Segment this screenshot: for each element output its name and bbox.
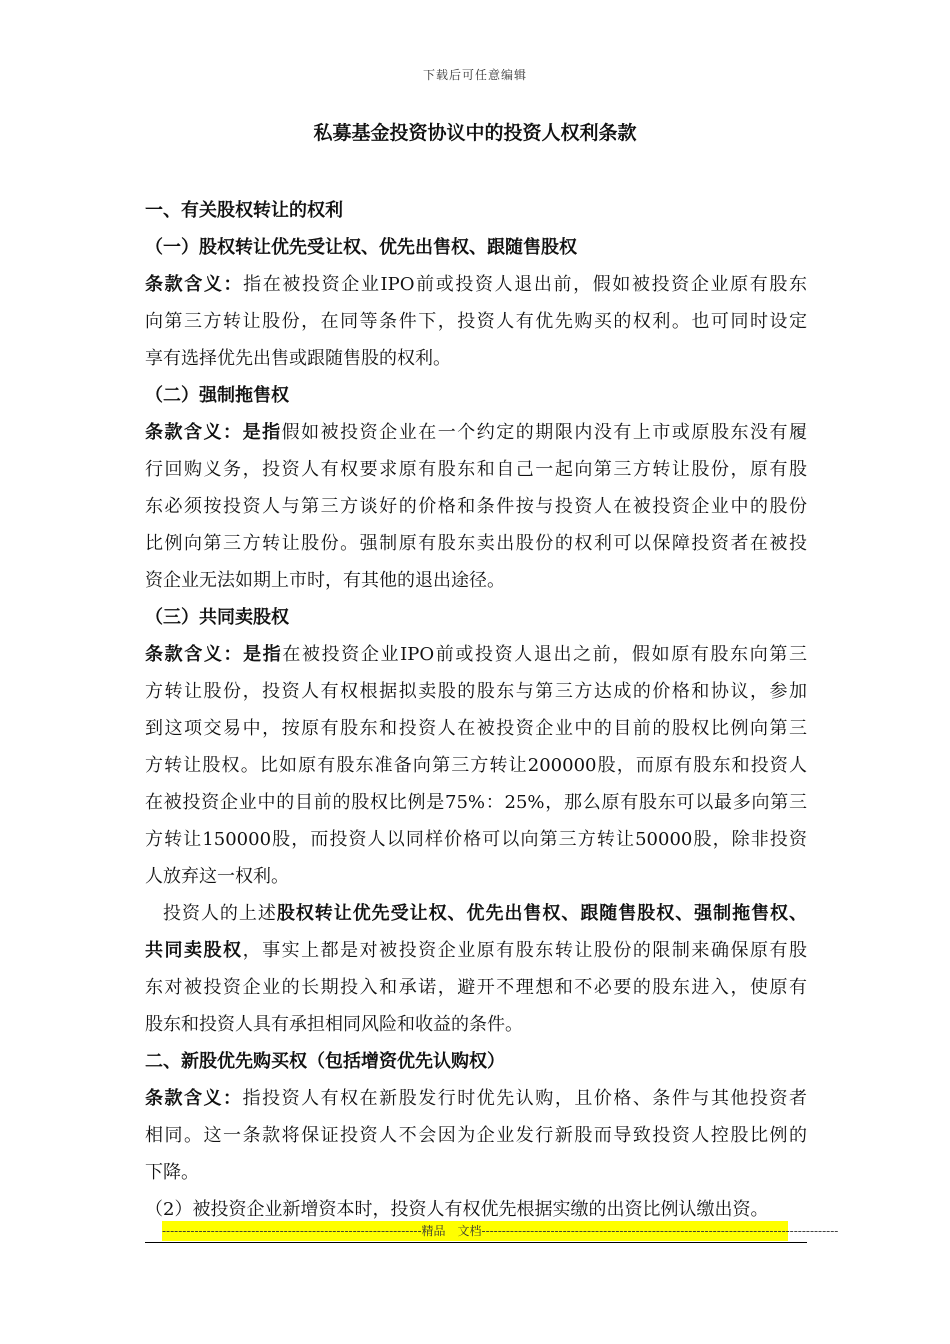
paragraph-line: 行回购义务，投资人有权要求原有股东和自己一起向第三方转让股份，原有股 — [145, 459, 807, 480]
footer-banner: ----------------------------------------------------------------精品 文档---------------------------------------------------------------------------------------- — [162, 1221, 788, 1241]
paragraph-line: 相同。这一条款将保证投资人不会因为企业发行新股而导致投资人控股比例的 — [145, 1125, 807, 1146]
paragraph-line: 下降。 — [145, 1162, 199, 1183]
subsection-heading-1-1: （一）股权转让优先受让权、优先出售权、跟随售股权 — [145, 237, 577, 258]
document-title: 私募基金投资协议中的投资人权利条款 — [313, 122, 637, 144]
footer-rule — [145, 1242, 807, 1243]
section-heading-1: 一、有关股权转让的权利 — [145, 200, 343, 221]
paragraph-line: 在被投资企业中的目前的股权比例是75%：25%，那么原有股东可以最多向第三 — [145, 792, 807, 813]
clause-label: 条款含义： — [145, 274, 244, 295]
section-heading-2: 二、新股优先购买权（包括增资优先认购权） — [145, 1051, 505, 1072]
subsection-heading-1-2: （二）强制拖售权 — [145, 385, 289, 406]
paragraph-line: 方转让150000股，而投资人以同样价格可以向第三方转让50000股，除非投资 — [145, 829, 807, 850]
summary-bold-terms: 共同卖股权 — [145, 940, 243, 961]
clause-label: 条款含义：是指 — [145, 644, 283, 665]
summary-bold-terms: 股权转让优先受让权、优先出售权、跟随售股权、强制拖售权、 — [276, 903, 808, 924]
footer-text: 精品 文档 — [421, 1224, 482, 1238]
header-note: 下载后可任意编辑 — [422, 68, 527, 82]
summary-line: 共同卖股权，事实上都是对被投资企业原有股东转让股份的限制来确保原有股 — [145, 940, 807, 961]
paragraph-line: 向第三方转让股份，在同等条件下，投资人有优先购买的权利。也可同时设定 — [145, 311, 807, 332]
paragraph-line: 方转让股份，投资人有权根据拟卖股的股东与第三方达成的价格和协议，参加 — [145, 681, 807, 702]
paragraph-line: 东必须按投资人与第三方谈好的价格和条件按与投资人在被投资企业中的股份 — [145, 496, 807, 517]
document-body — [145, 192, 807, 1228]
paragraph-line: 人放弃这一权利。 — [145, 866, 289, 887]
paragraph-line: 条款含义：指在被投资企业IPO前或投资人退出前，假如被投资企业原有股东 — [145, 274, 808, 295]
summary-line: 东对被投资企业的长期投入和承诺，避开不理想和不必要的股东进入，使原有 — [145, 977, 807, 998]
paragraph-line: 到这项交易中，按原有股东和投资人在被投资企业中的目前的股权比例向第三 — [145, 718, 807, 739]
paragraph-line: 条款含义：是指假如被投资企业在一个约定的期限内没有上市或原股东没有履 — [145, 422, 808, 443]
paragraph-line: 资企业无法如期上市时，有其他的退出途径。 — [145, 570, 505, 591]
note-line: （2）被投资企业新增资本时，投资人有权优先根据实缴的出资比例认缴出资。 — [145, 1199, 769, 1220]
summary-line: 投资人的上述股权转让优先受让权、优先出售权、跟随售股权、强制拖售权、 — [163, 903, 808, 924]
paragraph-line: 条款含义：是指在被投资企业IPO前或投资人退出之前，假如原有股东向第三 — [145, 644, 808, 665]
subsection-heading-1-3: （三）共同卖股权 — [145, 607, 289, 628]
paragraph-line: 比例向第三方转让股份。强制原有股东卖出股份的权利可以保障投资者在被投 — [145, 533, 807, 554]
clause-label: 条款含义：是指 — [145, 422, 282, 443]
paragraph-line: 方转让股权。比如原有股东准备向第三方转让200000股，而原有股东和投资人 — [145, 755, 807, 776]
paragraph-line: 享有选择优先出售或跟随售股的权利。 — [145, 348, 451, 369]
clause-label: 条款含义： — [145, 1088, 243, 1109]
summary-line: 股东和投资人具有承担相同风险和收益的条件。 — [145, 1014, 523, 1035]
paragraph-line: 条款含义：指投资人有权在新股发行时优先认购，且价格、条件与其他投资者 — [145, 1088, 807, 1109]
